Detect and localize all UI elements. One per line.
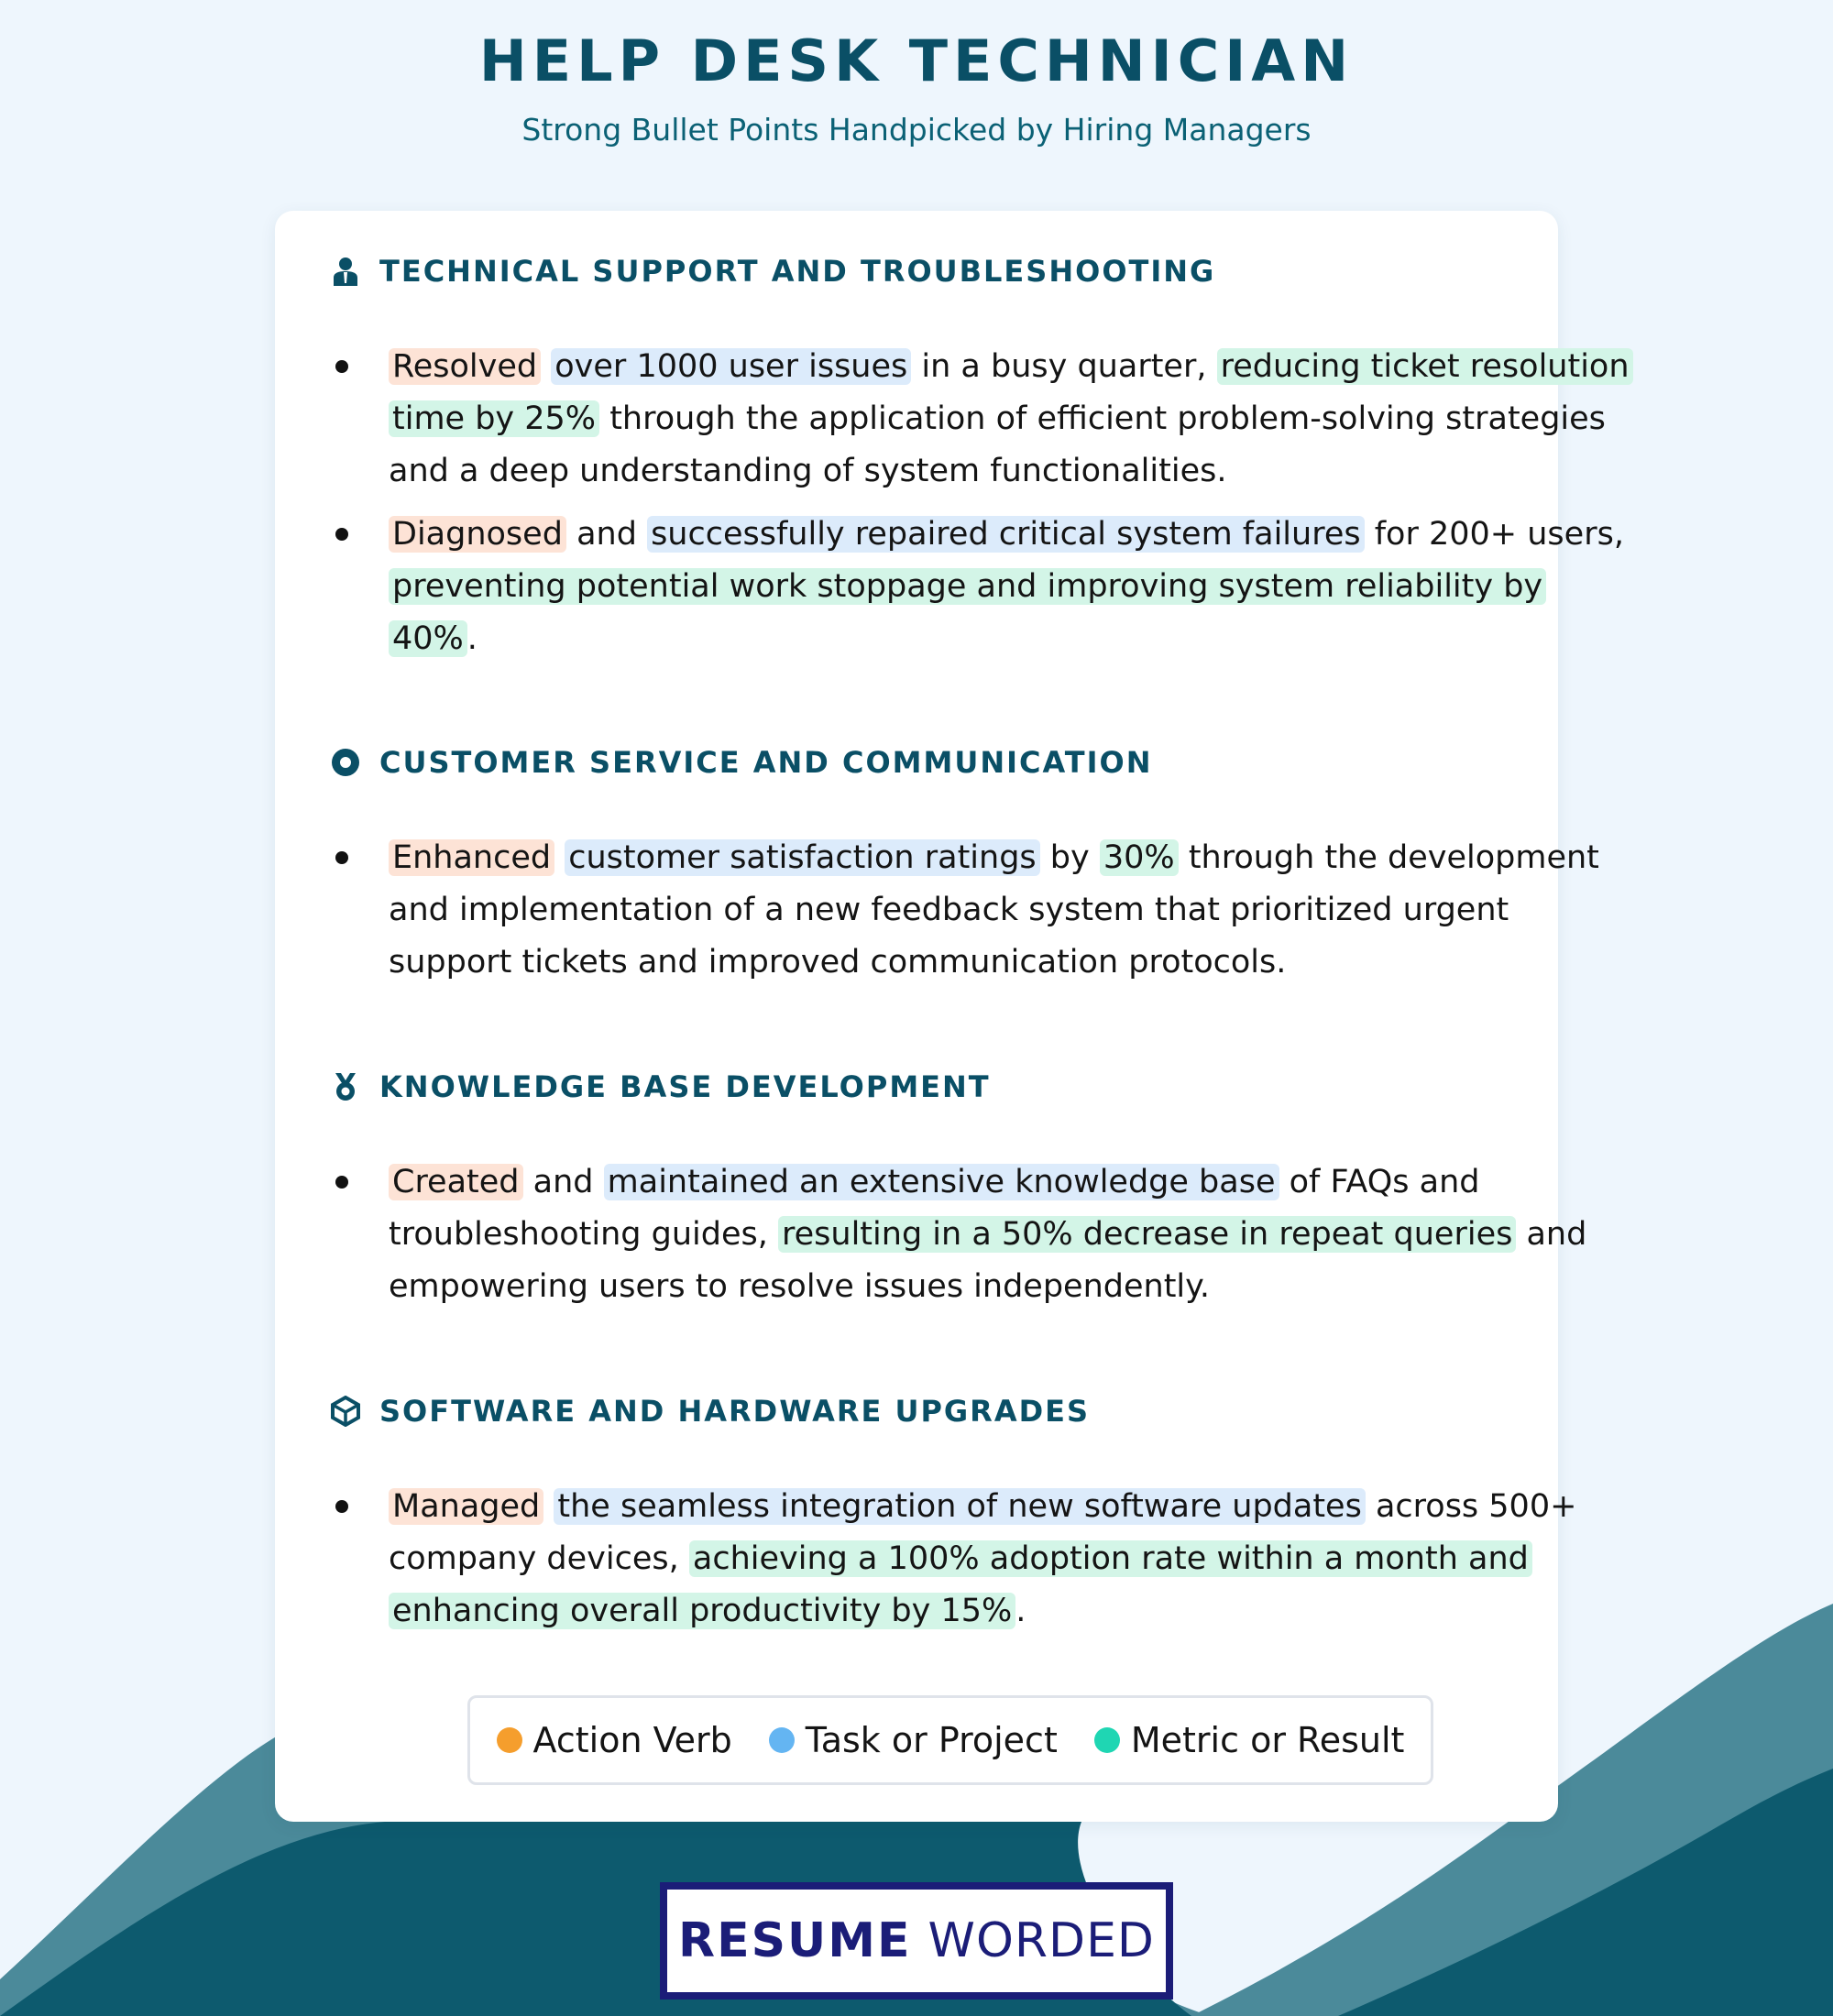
metric-phrase: 40% — [389, 620, 467, 657]
section-title: KNOWLEDGE BASE DEVELOPMENT — [379, 1069, 991, 1104]
legend-dot — [769, 1727, 795, 1753]
bullet-dot — [335, 1176, 348, 1189]
metric-phrase: time by 25% — [389, 400, 599, 437]
legend-item-action-verb — [497, 1720, 732, 1760]
target-circle-icon — [330, 747, 361, 778]
plain-text: . — [466, 620, 477, 657]
bullet-block-3 — [330, 832, 1599, 989]
page-title: HELP DESK TECHNICIAN — [478, 27, 1355, 94]
action-verb: Diagnosed — [389, 516, 566, 553]
logo-bold-text: RESUME — [678, 1913, 912, 1968]
plain-text: by — [1049, 839, 1090, 876]
plain-text: through the application of efficient problem-solving strategies — [609, 400, 1606, 437]
task-phrase: successfully repaired critical system failures — [647, 516, 1365, 553]
plain-text: and — [532, 1164, 594, 1200]
metric-phrase: achieving a 100% adoption rate within a month and — [689, 1540, 1532, 1577]
section-header-knowledge-base — [330, 1063, 991, 1111]
bullet-block-5 — [330, 1481, 1577, 1638]
action-verb: Resolved — [389, 348, 541, 385]
section-header-customer-service — [330, 739, 1153, 786]
bullet-block-1 — [330, 341, 1630, 498]
bullet-dot — [335, 851, 348, 864]
cube-network-icon — [330, 1396, 361, 1427]
task-phrase: over 1000 user issues — [551, 348, 911, 385]
bullet-block-4 — [330, 1156, 1587, 1313]
highlight-legend — [467, 1695, 1433, 1785]
logo-light-text: WORDED — [927, 1913, 1155, 1968]
action-verb: Managed — [389, 1488, 543, 1525]
bullet-dot — [335, 360, 348, 373]
task-phrase: the seamless integration of new software updates — [554, 1488, 1365, 1525]
section-title: TECHNICAL SUPPORT AND TROUBLESHOOTING — [379, 254, 1216, 289]
plain-text: and — [1526, 1216, 1587, 1253]
action-verb: Enhanced — [389, 839, 554, 876]
plain-text: through the development — [1188, 839, 1599, 876]
plain-text: support tickets and improved communication protocols. — [389, 944, 1287, 981]
section-title: SOFTWARE AND HARDWARE UPGRADES — [379, 1394, 1091, 1429]
action-verb: Created — [389, 1164, 523, 1200]
plain-text: and — [576, 516, 637, 553]
metric-phrase: 30% — [1100, 839, 1179, 876]
plain-text: and implementation of a new feedback system that prioritized urgent — [389, 892, 1509, 928]
bullet-dot — [335, 1500, 348, 1513]
plain-text: in a busy quarter, — [921, 348, 1207, 385]
bullet-points-card — [275, 211, 1630, 1822]
plain-text: for 200+ users, — [1374, 516, 1624, 553]
bullet-dot — [335, 528, 348, 541]
plain-text: troubleshooting guides, — [389, 1216, 768, 1253]
page-subtitle: Strong Bullet Points Handpicked by Hiring Managers — [521, 112, 1312, 148]
support-agent-icon — [330, 256, 361, 287]
plain-text: across 500+ — [1375, 1488, 1577, 1525]
plain-text: . — [1015, 1593, 1026, 1629]
section-title: CUSTOMER SERVICE AND COMMUNICATION — [379, 745, 1153, 780]
plain-text: of FAQs and — [1289, 1164, 1480, 1200]
legend-dot — [1094, 1727, 1120, 1753]
section-header-upgrades — [330, 1387, 1090, 1435]
legend-item-task — [769, 1720, 1058, 1760]
metric-phrase: enhancing overall productivity by 15% — [389, 1593, 1015, 1629]
legend-item-metric — [1094, 1720, 1405, 1760]
task-phrase: customer satisfaction ratings — [565, 839, 1039, 876]
legend-label: Metric or Result — [1130, 1720, 1405, 1760]
plain-text: empowering users to resolve issues independently. — [389, 1268, 1211, 1305]
bullet-block-2 — [330, 509, 1624, 665]
metric-phrase: reducing ticket resolution — [1217, 348, 1633, 385]
metric-phrase: preventing potential work stoppage and improving system reliability by — [389, 568, 1546, 605]
resume-worded-logo[interactable] — [660, 1882, 1173, 2000]
plain-text: and a deep understanding of system functionalities. — [389, 453, 1227, 489]
task-phrase: maintained an extensive knowledge base — [604, 1164, 1279, 1200]
medal-icon — [330, 1071, 361, 1102]
plain-text: company devices, — [389, 1540, 679, 1577]
metric-phrase: resulting in a 50% decrease in repeat queries — [778, 1216, 1516, 1253]
legend-label: Task or Project — [805, 1720, 1058, 1760]
legend-dot — [497, 1727, 522, 1753]
section-header-technical-support — [330, 247, 1215, 295]
legend-label: Action Verb — [532, 1720, 732, 1760]
